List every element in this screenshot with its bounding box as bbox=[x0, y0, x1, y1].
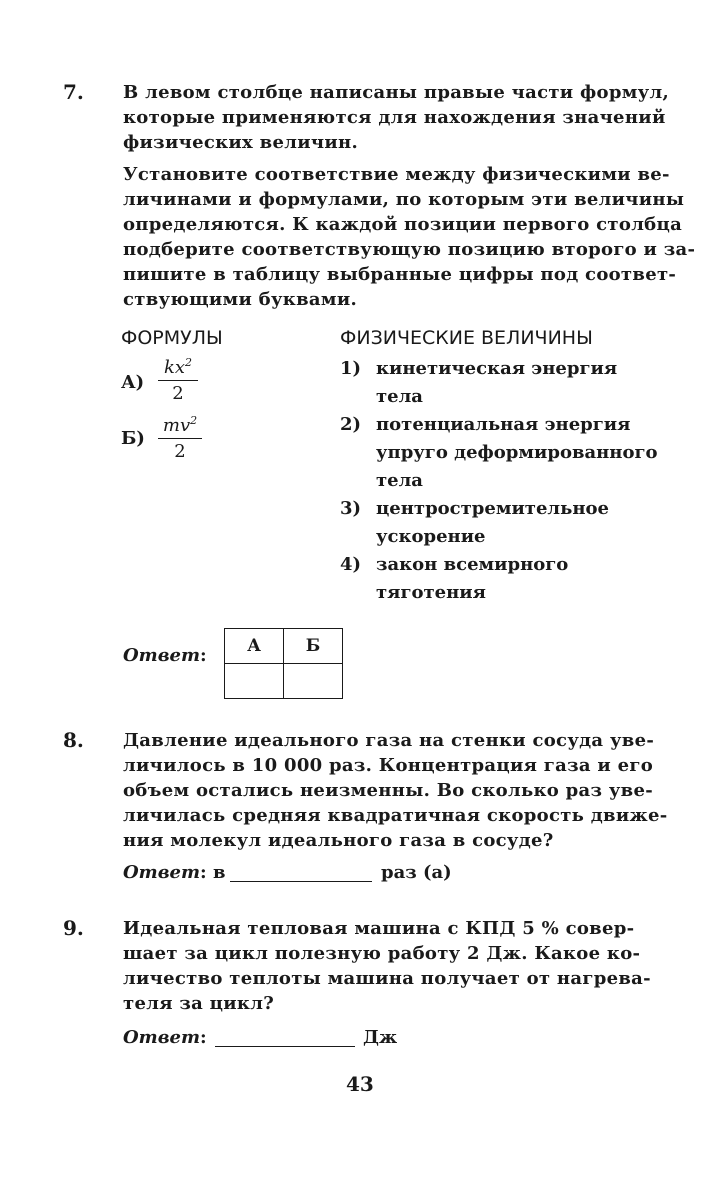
q9-answer-blank[interactable] bbox=[215, 1046, 355, 1047]
formula-b-numerator: mv bbox=[162, 415, 191, 436]
page-number: 43 bbox=[346, 1072, 374, 1096]
q7-answer-label bbox=[123, 645, 207, 666]
formula-b-denominator: 2 bbox=[174, 441, 186, 462]
q7-answer-table bbox=[224, 628, 343, 699]
q9-answer-colon: : bbox=[200, 1027, 207, 1048]
q9-line-3: личество теплоты машина получает от нагрева- bbox=[123, 968, 651, 989]
quantity-2-number: 2) bbox=[340, 414, 362, 435]
quantity-4-line-1: закон всемирного bbox=[376, 554, 569, 575]
q8-line-5: ния молекул идеального газа в сосуде? bbox=[123, 830, 554, 851]
q8-answer-blank[interactable] bbox=[230, 881, 372, 882]
formula-b-label: Б) bbox=[121, 428, 145, 449]
question-7-number: 7. bbox=[63, 80, 84, 104]
quantities-header: ФИЗИЧЕСКИЕ ВЕЛИЧИНЫ bbox=[340, 327, 593, 349]
q7-answer-colon: : bbox=[200, 645, 207, 666]
answer-table-header-a: А bbox=[225, 629, 284, 664]
q7-task-line-1: Установите соответствие между физическими ве- bbox=[123, 164, 670, 185]
quantity-1-number: 1) bbox=[340, 358, 362, 379]
q7-task-line-5: пишите в таблицу выбранные цифры под соответ- bbox=[123, 264, 677, 285]
q9-line-4: теля за цикл? bbox=[123, 993, 275, 1014]
quantity-3-line-2: ускорение bbox=[376, 526, 486, 547]
quantity-2-line-1: потенциальная энергия bbox=[376, 414, 631, 435]
quantity-2-line-2: упруго деформированного bbox=[376, 442, 658, 463]
question-8-number: 8. bbox=[63, 728, 84, 752]
q8-line-3: объем остались неизменны. Во сколько раз уве- bbox=[123, 780, 654, 801]
q7-answer-label-text: Ответ bbox=[123, 645, 201, 666]
formula-a-numerator: kx bbox=[163, 357, 186, 378]
q7-intro-line-1: В левом столбце написаны правые части формул, bbox=[123, 82, 670, 103]
quantity-3-number: 3) bbox=[340, 498, 362, 519]
q9-answer-label-text: Ответ bbox=[123, 1027, 201, 1048]
q7-intro-line-3: физических величин. bbox=[123, 132, 359, 153]
answer-cell-a[interactable] bbox=[225, 664, 284, 699]
q8-line-1: Давление идеального газа на стенки сосуда уве- bbox=[123, 730, 655, 751]
q8-answer-label bbox=[123, 862, 225, 883]
q9-line-2: шает за цикл полезную работу 2 Дж. Какое ко- bbox=[123, 943, 641, 964]
q7-task-line-2: личинами и формулами, по которым эти величины bbox=[123, 189, 685, 210]
q7-intro-line-2: которые применяются для нахождения значений bbox=[123, 107, 666, 128]
q7-task-line-4: подберите соответствующую позицию второго и за- bbox=[123, 239, 696, 260]
formula-a-exponent: 2 bbox=[185, 356, 193, 369]
quantity-4-line-2: тяготения bbox=[376, 582, 486, 603]
question-9-number: 9. bbox=[63, 916, 84, 940]
q7-task-line-3: определяются. К каждой позиции первого столбца bbox=[123, 214, 683, 235]
quantity-4-number: 4) bbox=[340, 554, 362, 575]
quantity-1-line-2: тела bbox=[376, 386, 423, 407]
quantity-2-line-3: тела bbox=[376, 470, 423, 491]
formula-b-exponent: 2 bbox=[190, 414, 198, 427]
formula-a bbox=[158, 356, 198, 404]
q9-answer-label bbox=[123, 1027, 207, 1048]
quantity-1-line-1: кинетическая энергия bbox=[376, 358, 618, 379]
q8-line-2: личилось в 10 000 раз. Концентрация газа и его bbox=[123, 755, 654, 776]
q8-answer-prefix: : в bbox=[200, 862, 226, 883]
q8-answer-label-text: Ответ bbox=[123, 862, 201, 883]
q7-task-line-6: ствующими буквами. bbox=[123, 289, 358, 310]
q9-line-1: Идеальная тепловая машина с КПД 5 % совер- bbox=[123, 918, 635, 939]
q8-answer-suffix: раз (а) bbox=[381, 862, 452, 883]
formulas-header: ФОРМУЛЫ bbox=[121, 327, 223, 349]
formula-a-label: А) bbox=[121, 372, 145, 393]
quantity-3-line-1: центростремительное bbox=[376, 498, 609, 519]
q8-line-4: личилась средняя квадратичная скорость движе- bbox=[123, 805, 668, 826]
formula-a-denominator: 2 bbox=[172, 383, 184, 404]
q9-answer-unit: Дж bbox=[363, 1027, 398, 1048]
formula-b bbox=[158, 414, 202, 462]
answer-table-header-b: Б bbox=[284, 629, 343, 664]
answer-cell-b[interactable] bbox=[284, 664, 343, 699]
